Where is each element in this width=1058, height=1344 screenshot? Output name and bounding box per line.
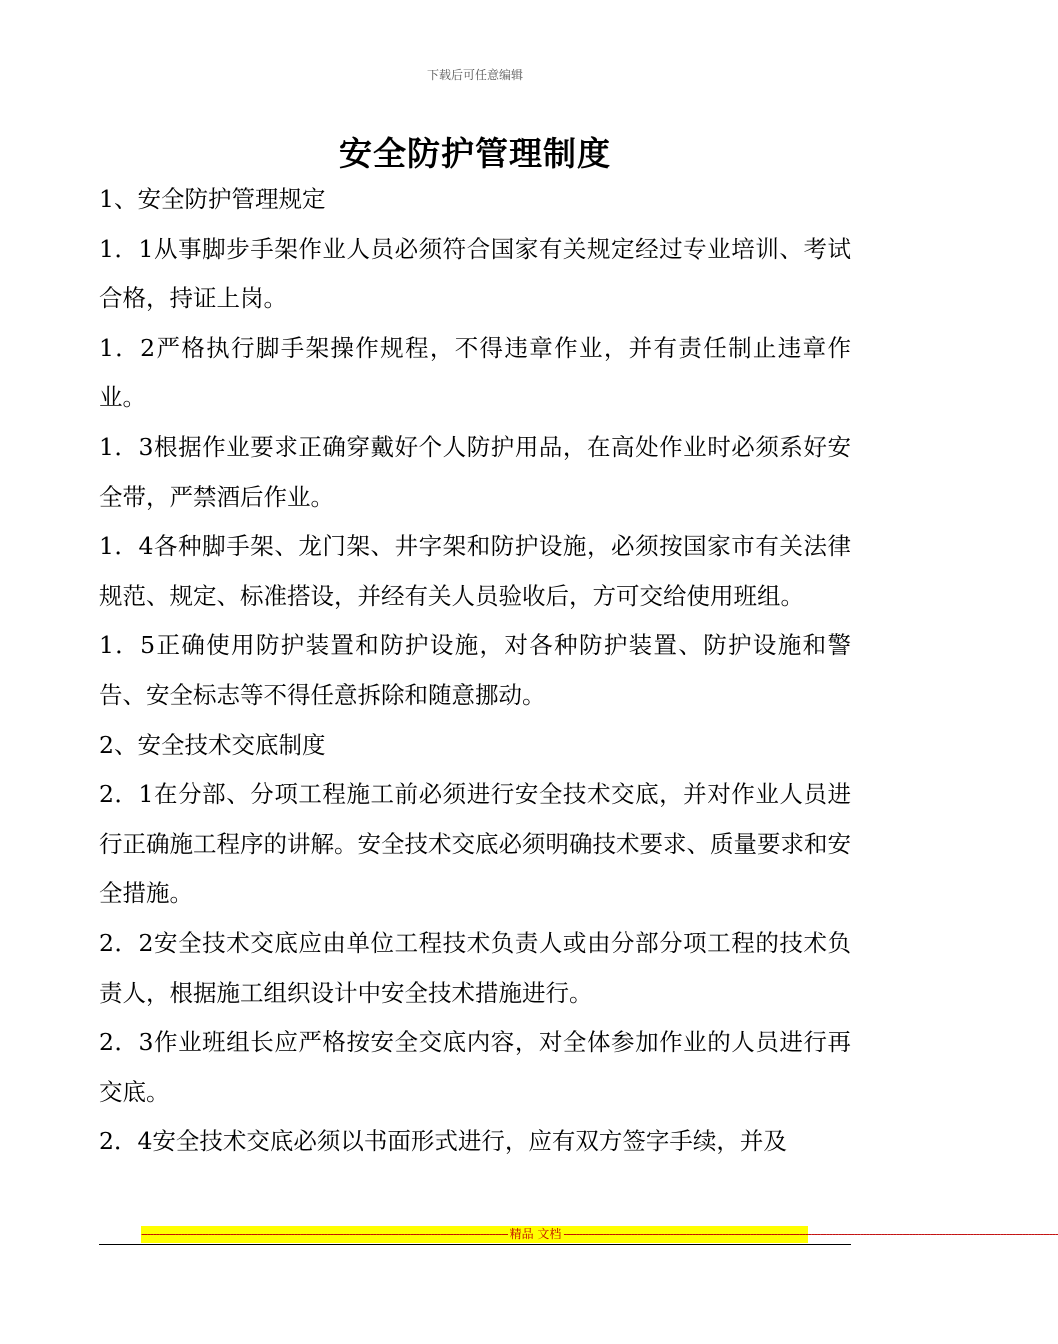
footer-dashes-right: ------------------------------------------------------------------------------------------------------------------------------------------------------------------ <box>563 1227 1058 1241</box>
document-title: 安全防护管理制度 <box>339 134 611 173</box>
clause-2-3: 2．3作业班组长应严格按安全交底内容，对全体参加作业的人员进行再交底。 <box>99 1028 851 1106</box>
footer-label: 精品 文档 <box>509 1227 562 1241</box>
section-heading-2: 2、安全技术交底制度 <box>99 730 326 759</box>
section-heading-1: 1、安全防护管理规定 <box>99 185 326 213</box>
clause-1-5: 1．5正确使用防护装置和防护设施，对各种防护装置、防护设施和警告、安全标志等不得任意拆除和随意挪动。 <box>99 631 851 709</box>
clause-1-1: 1．1从事脚步手架作业人员必须符合国家有关规定经过专业培训、考试合格，持证上岗。 <box>99 234 851 313</box>
clause-2-1: 2．1在分部、分项工程施工前必须进行安全技术交底，并对作业人员进行正确施工程序的讲解。安全技术交底必须明确技术要求、质量要求和安全措施。 <box>99 780 851 908</box>
document-body <box>99 175 851 1167</box>
footer-dashes-left: ------------------------------------------------------------------------------------------------------------------------ <box>141 1227 508 1241</box>
clause-2-2: 2．2安全技术交底应由单位工程技术负责人或由分部分项工程的技术负责人，根据施工组织设计中安全技术措施进行。 <box>99 928 851 1007</box>
footer-banner <box>141 1226 1058 1243</box>
header-note: 下载后可任意编辑 <box>426 68 523 82</box>
clause-1-3: 1．3根据作业要求正确穿戴好个人防护用品，在高处作业时必须系好安全带，严禁酒后作业。 <box>99 432 851 511</box>
clause-2-4: 2．4安全技术交底必须以书面形式进行，应有双方签字手续，并及 <box>99 1127 787 1156</box>
clause-1-2: 1．2严格执行脚手架操作规程，不得违章作业，并有责任制止违章作业。 <box>99 333 851 412</box>
footer-rule <box>99 1244 851 1245</box>
clause-1-4: 1．4各种脚手架、龙门架、井字架和防护设施，必须按国家市有关法律规范、规定、标准搭设，并经有关人员验收后，方可交给使用班组。 <box>99 532 851 610</box>
